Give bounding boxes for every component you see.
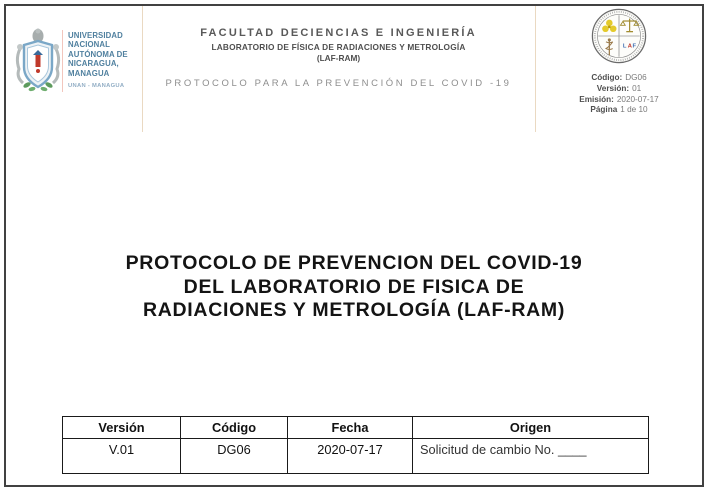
doc-field-version (535, 84, 703, 95)
svg-text:F: F (632, 43, 637, 50)
svg-text:L: L (622, 43, 627, 50)
unan-shield-logo (13, 27, 63, 97)
table-header-codigo: Código (181, 417, 288, 439)
laboratory-abbreviation: (LAF-RAM) (316, 53, 361, 63)
doc-field-codigo (535, 73, 703, 84)
doc-field-value: 1 de 10 (620, 105, 648, 115)
university-name-line: AUTÓNOMA DE (68, 49, 128, 59)
protocol-subtitle: PROTOCOLO PARA LA PREVENCIÓN DEL COVID -19 (165, 78, 512, 89)
university-name-line: NACIONAL (68, 40, 110, 50)
doc-field-label: Versión: (596, 83, 630, 93)
university-name-line: MANAGUA (68, 68, 110, 78)
university-name-line: UNIVERSIDAD (68, 31, 123, 40)
logo-separator-line (62, 30, 63, 92)
version-control-table (62, 416, 649, 474)
doc-field-label: Código: (591, 73, 623, 82)
document-title-line: PROTOCOLO DE PREVENCION DEL COVID-19 (125, 252, 583, 274)
table-cell-version: V.01 (63, 439, 181, 474)
table-header-fecha: Fecha (288, 417, 413, 439)
document-control-fields (535, 73, 703, 116)
doc-field-value: 2020-07-17 (616, 94, 659, 104)
table-cell-codigo: DG06 (181, 439, 288, 474)
document-title-line: RADIACIONES Y METROLOGÍA (LAF-RAM) (142, 299, 566, 321)
header-center (142, 27, 535, 89)
table-header-row (63, 417, 649, 439)
table-cell-fecha: 2020-07-17 (288, 439, 413, 474)
university-name-line: NICARAGUA, (68, 59, 119, 69)
doc-field-value: 01 (632, 83, 642, 93)
doc-field-value: DG06 (625, 73, 647, 82)
faculty-title: FACULTAD DECIENCIAS E INGENIERÍA (200, 27, 477, 39)
svg-text:A: A (627, 43, 632, 50)
table-header-version: Versión (63, 417, 181, 439)
table-cell-origen: Solicitud de cambio No. ____ (413, 439, 649, 474)
laboratory-title: LABORATORIO DE FÍSICA DE RADIACIONES Y METROLOGÍA (211, 42, 466, 52)
university-subtitle: UNAN - MANAGUA (68, 83, 125, 90)
laf-ram-seal-icon (590, 7, 648, 70)
header-right (535, 5, 703, 116)
table-row (63, 439, 649, 474)
doc-field-pagina (535, 105, 703, 116)
document-title-line: DEL LABORATORIO DE FISICA DE (183, 275, 525, 298)
university-name (68, 31, 143, 91)
doc-field-label: Página (590, 105, 618, 115)
doc-field-label: Emisión: (579, 94, 614, 104)
doc-field-emision (535, 95, 703, 106)
table-header-origen: Origen (413, 417, 649, 439)
document-title (0, 252, 708, 323)
